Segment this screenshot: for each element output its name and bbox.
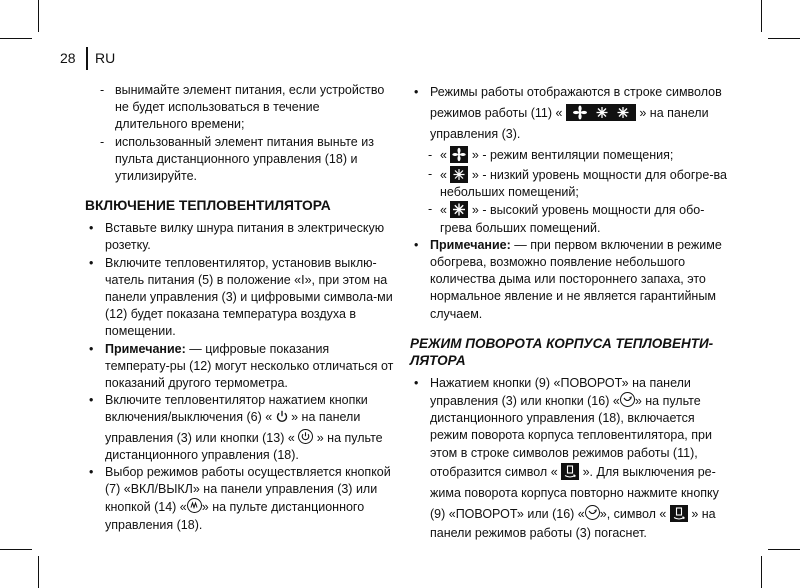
crop-mark-top-left-v bbox=[38, 0, 39, 32]
list-item-text: » на панели управления (3). bbox=[430, 106, 709, 141]
list-item-text: (9) «ПОВОРОТ» или (16) « bbox=[430, 506, 585, 521]
list-item: • Включите тепловентилятор нажатием кнопки включения/выключения (6) « » на панели управления (3) или кнопки (13) « » на пульте дистанционного управления (18). bbox=[89, 393, 383, 462]
crop-mark-bottom-right-h bbox=[768, 549, 800, 550]
fan-mode-icon bbox=[450, 146, 468, 163]
list-item: - « » - высокий уровень мощности для обо-грева больших помещений. bbox=[428, 202, 705, 235]
list-item: - « » - режим вентиляции помещения; bbox=[428, 148, 674, 162]
remote-mode-icon bbox=[187, 498, 202, 513]
list-item-text: Нажатием кнопки (9) «ПОВОРОТ» на панели управления (3) или кнопки (16) « bbox=[430, 375, 691, 409]
page-number: 28 bbox=[60, 50, 76, 66]
crop-mark-top-right-v bbox=[761, 0, 762, 32]
right-column bbox=[410, 82, 730, 542]
power-icon bbox=[276, 410, 288, 428]
list-item-text: » - высокий уровень мощности для обо-грева больших помещений. bbox=[440, 203, 705, 235]
list-item-text: ». Для выключения ре-жима поворота корпуса повторно нажмите кнопку bbox=[430, 464, 719, 500]
list-item-text: « bbox=[440, 203, 451, 218]
list-item-text: использованный элемент питания выньте из пульта дистанционного управления (18) и утилизируйте. bbox=[115, 134, 374, 184]
note-label: Примечание: bbox=[430, 237, 511, 252]
language-code: RU bbox=[95, 50, 116, 66]
header-divider bbox=[86, 47, 88, 70]
list-item: • Выбор режимов работы осуществляется кнопкой (7) «ВКЛ/ВЫКЛ» на панели управления (3) или кнопкой (14) « » на пульте дистанционного управления (18). bbox=[89, 465, 391, 532]
list-item: • Вставьте вилку шнура питания в электрическую розетку. bbox=[89, 221, 385, 253]
list-item-text: » на bbox=[687, 506, 716, 521]
list-item-text: Режимы работы отображаются в строке символов режимов работы (11) « bbox=[430, 85, 722, 120]
mode-symbols-strip-icon bbox=[566, 104, 636, 121]
list-item-text: Включите тепловентилятор, установив выклю-чатель питания (5) в положение «I», при этом на панели управления (3) и цифровыми символа-ми (12) будет показана температура воздуха в помещении. bbox=[105, 255, 393, 339]
remote-rotation-icon bbox=[585, 505, 600, 520]
list-item: - « » - низкий уровень мощности для обогре-ва небольших помещений; bbox=[428, 167, 727, 200]
list-item-text: » на пульте дистанционного управления (18), включается режим поворота корпуса тепловентилятора, при этом в строке символов режимов работы (11), bbox=[430, 394, 712, 460]
list-item-text: », символ « bbox=[599, 506, 670, 521]
list-item-text: « bbox=[440, 148, 451, 162]
rotation-mode-icon bbox=[561, 463, 579, 480]
list-item: • Примечание: — при первом включении в режиме обогрева, возможно появление небольшого количества дыма или постороннего запаха, это нормальное явление и не является гарантийным случаем. bbox=[414, 237, 722, 321]
crop-mark-bottom-left-v bbox=[38, 556, 39, 588]
crop-mark-bottom-left-h bbox=[0, 549, 32, 550]
crop-mark-top-right-h bbox=[768, 38, 800, 39]
list-item: • Примечание: — цифровые показания температу-ры (12) могут несколько отличаться от показаний другого термометра. bbox=[89, 341, 394, 391]
list-item-text: » на пульте дистанционного управления (18). bbox=[105, 430, 383, 462]
list-item-text: отобразится символ « bbox=[430, 464, 562, 479]
note-label: Примечание: bbox=[105, 341, 186, 356]
list-item: - использованный элемент питания выньте из пульта дистанционного управления (18) и утилизируйте. bbox=[100, 134, 374, 184]
remote-rotation-icon bbox=[620, 392, 635, 407]
list-item-text: вынимайте элемент питания, если устройство не будет использоваться в течение длительного времени; bbox=[115, 83, 385, 132]
note-text: — цифровые показания температу-ры (12) могут несколько отличаться от показаний другого термометра. bbox=[105, 341, 394, 391]
list-item-text: « bbox=[440, 168, 451, 182]
note-text: — при первом включении в режиме обогрева, возможно появление небольшого количества дыма или постороннего запаха, это нормальное явление и не является гарантийным случаем. bbox=[430, 237, 722, 321]
remote-power-icon bbox=[298, 429, 313, 444]
list-item: - вынимайте элемент питания, если устройство не будет использоваться в течение длительного времени; bbox=[100, 83, 385, 132]
list-item-text: панели режимов работы (3) погаснет. bbox=[430, 525, 647, 540]
section-heading-rotation-mode: РЕЖИМ ПОВОРОТА КОРПУСА ТЕПЛОВЕНТИ-ЛЯТОРА bbox=[410, 335, 714, 368]
list-item-text: Вставьте вилку шнура питания в электрическую розетку. bbox=[105, 221, 385, 253]
list-item-text: Включите тепловентилятор нажатием кнопки включения/выключения (6) « bbox=[105, 393, 368, 425]
list-item: • Нажатием кнопки (9) «ПОВОРОТ» на панели управления (3) или кнопки (16) « » на пульте дистанционного управления (18), включается режим поворота корпуса тепловентилятора, при этом в строке символов режимов работы (11), отобразится символ « ». Для выключения ре-жима поворота корпуса повторно нажмите кнопку (9) «ПОВОРОТ» или (16) « », символ « » на панели режимов работы (3) погаснет. bbox=[414, 375, 719, 540]
list-item-text: » на пульте дистанционного управления (18). bbox=[105, 500, 365, 532]
crop-mark-bottom-right-v bbox=[761, 556, 762, 588]
section-heading-heater-on: ВКЛЮЧЕНИЕ ТЕПЛОВЕНТИЛЯТОРА bbox=[85, 198, 331, 214]
left-column bbox=[85, 82, 395, 534]
list-item: • Включите тепловентилятор, установив выклю-чатель питания (5) в положение «I», при этом на панели управления (3) и цифровыми символа-ми (12) будет показана температура воздуха в помещении. bbox=[89, 255, 393, 339]
list-item-text: Выбор режимов работы осуществляется кнопкой (7) «ВКЛ/ВЫКЛ» на панели управления (3) или кнопкой (14) « bbox=[105, 465, 391, 515]
list-item-text: » - режим вентиляции помещения; bbox=[468, 148, 674, 162]
high-heat-icon bbox=[450, 201, 468, 218]
list-item-text: » на панели управления (3) или кнопки (13) « bbox=[105, 410, 361, 445]
crop-mark-top-left-h bbox=[0, 38, 32, 39]
list-item: • Режимы работы отображаются в строке символов режимов работы (11) « » на панели управления (3). bbox=[414, 85, 722, 141]
low-heat-icon bbox=[450, 166, 468, 183]
list-item-text: » - низкий уровень мощности для обогре-ва небольших помещений; bbox=[440, 168, 727, 200]
rotation-mode-icon bbox=[670, 505, 688, 522]
